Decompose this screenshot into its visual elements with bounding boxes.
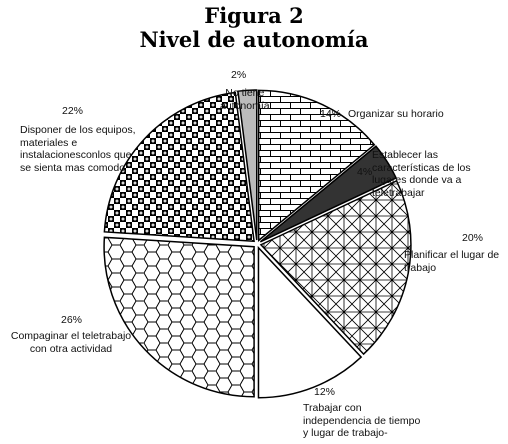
slice-label-compaginar: Compaginar el teletrabajo con otra actividad <box>10 330 132 355</box>
pct-label-organizar: 14% <box>320 108 342 120</box>
pct-label-trabajar: 12% <box>314 386 336 398</box>
slice-label-establecer: Establecer las características de los lugares donde va a teletrabajar <box>372 149 471 199</box>
chart-subtitle: Nivel de autonomía <box>139 27 369 52</box>
pct-label-establecer: 4% <box>357 166 373 178</box>
pct-label-no-tiene: 2% <box>231 69 247 81</box>
slice-label-no-tiene: No tiene autonomía <box>220 87 270 112</box>
pct-label-planificar: 20% <box>462 232 484 244</box>
pie-slices <box>104 90 411 398</box>
slice-label-trabajar: Trabajar con independencia de tiempo y lugar de trabajo- <box>303 402 421 439</box>
slice-label-organizar: Organizar su horario <box>348 108 444 120</box>
slice-label-planificar: Planificar el lugar de trabajo <box>404 249 500 274</box>
chart-title: Figura 2 <box>204 3 304 28</box>
pct-label-compaginar: 26% <box>61 314 83 326</box>
pie-slice-4 <box>104 237 254 396</box>
pct-label-disponer: 22% <box>62 105 84 117</box>
slice-label-disponer: Disponer de los equipos, materiales e instalacionesconlos que se sienta mas comodo <box>20 124 136 174</box>
